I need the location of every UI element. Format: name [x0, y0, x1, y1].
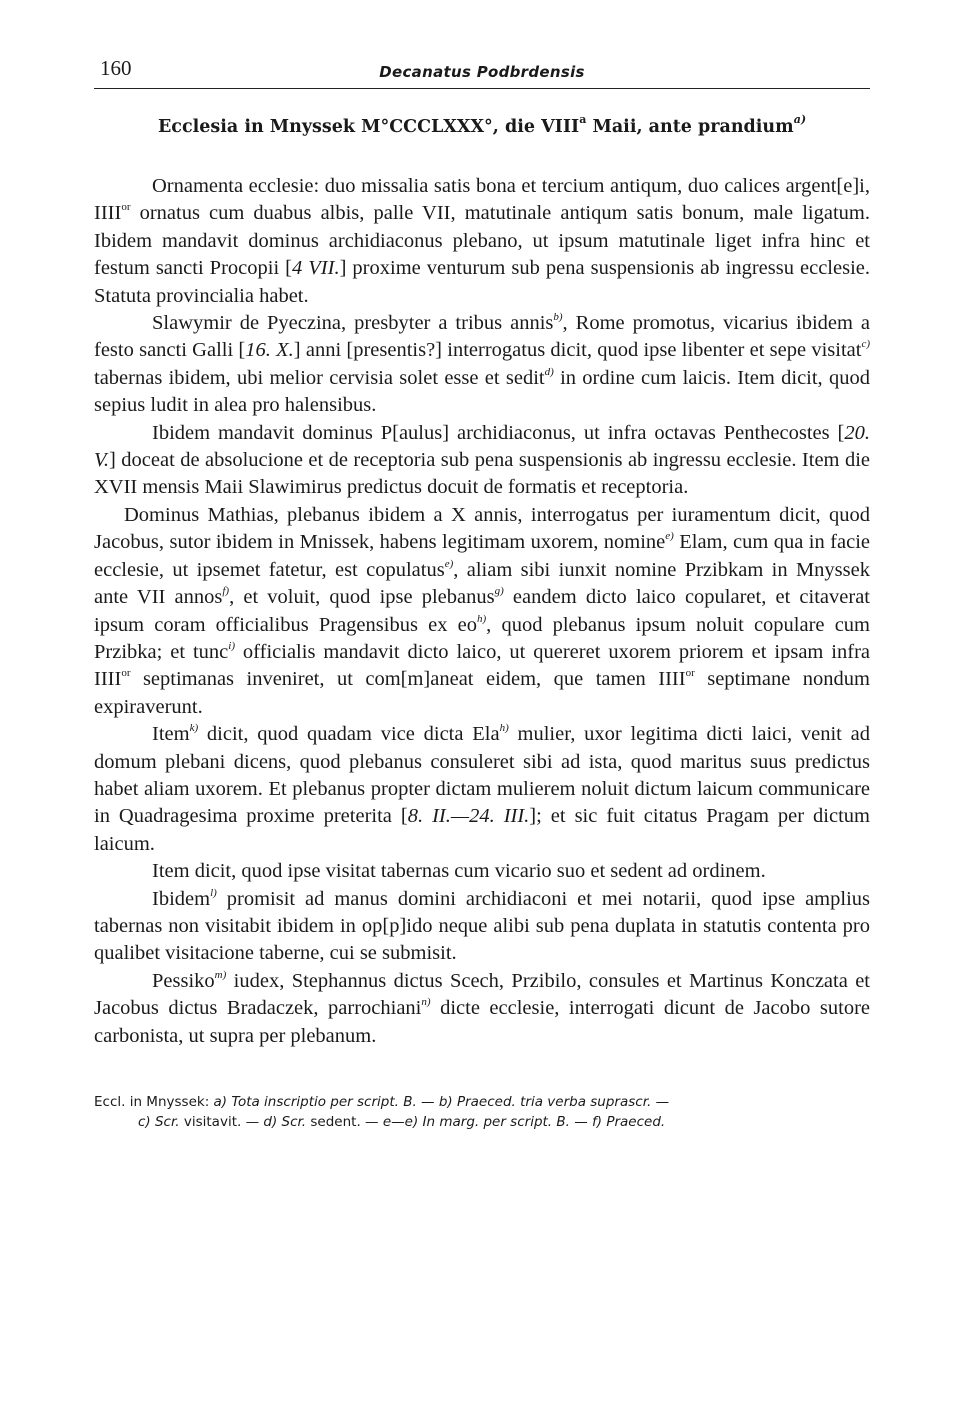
running-title: Decanatus Podbrdensis [379, 63, 585, 81]
paragraph: Item dicit, quod ipse visitat tabernas cum vicario suo et sedent ad ordinem. [152, 860, 766, 883]
paragraph: Ibidem$^{l)}$ promisit ad manus domini archidiaconi et mei notarii, quod ipse amplius tabernas non visitabit ibidem in op[p]ido neque alibi sub pena duplata in statutis contenta pro qualibet visitacione taberne, cui se submisit. [94, 886, 870, 965]
footnote-line: c) Scr. visitavit. — d) Scr. sedent. — e—e) In marg. per script. B. — f) Praeced. [138, 1114, 666, 1130]
page-header [94, 56, 870, 89]
paragraph: Pessiko$^{m)}$ iudex, Stephannus dictus Scech, Przibilo, consules et Martinus Konczata et Jacobus dictus Bradaczek, parrochiani$^{n)}$ dicte ecclesie, interrogati dicunt de Jacobo sutore carbonista, ut supra per plebanum. [94, 968, 870, 1047]
paragraph: Slawymir de Pyeczina, presbyter a tribus annis$^{b)}$, Rome promotus, vicarius ibidem a festo sancti Galli [16. X.] anni [presentis?] interrogatus dicit, quod ipse libenter et sepe visitat$^{c)}$ tabernas ibidem, ubi melior cervisia solet esse et sedit$^{d)}$ in ordine cum laicis. Item dicit, quod sepius ludit in alea pro halensibus. [94, 311, 871, 417]
section-heading: Ecclesia in Mnyssek M°CCCLXXX°, die VIII$^a$ Maii, ante prandium$^{a)}$ [157, 113, 807, 137]
footnote-line: Eccl. in Mnyssek: a) Tota inscriptio per script. B. — b) Praeced. tria verba suprascr. — [94, 1094, 670, 1110]
body-text [94, 173, 870, 1050]
footnotes [94, 1092, 870, 1132]
paragraph: Dominus Mathias, plebanus ibidem a X annis, interrogatus per iuramentum dicit, quod Jacobus, sutor ibidem in Mnissek, habens legitimam uxorem, nomine$^{e)}$ Elam, cum qua in facie ecclesie, ut ipsemet fatetur, est copulatus$^{e)}$, aliam sibi iunxit nomine Przibkam in Mnyssek ante VII annos$^{f)}$, et voluit, quod ipse plebanus$^{g)}$ eandem dicto laico copularet, et citaverat ipsum coram officialibus Pragensibus ex $eo^{h)}$, quod plebanus ipsum noluit copulare cum Przibka; et tunc$^{i)}$ officialis mandavit dicto laico, ut quereret uxorem priorem et ipsam infra $IIII^{or}$ septimanas inveniret, ut com[m]aneat eidem, que tamen $IIII^{or}$ septimane nondum expiraverunt. [94, 503, 871, 718]
paragraph: Item$^{k)}$ dicit, quod quadam vice dicta Ela$^{h)}$ mulier, uxor legitima dicti laici, venit ad domum plebani dicens, quod plebanus consuleret sibi ad ista, quod maritus suus predictus habet aliam uxorem. Et plebanus propter dictam mulierem noluit dictum laicum communicare in Quadragesima proxime preterita [8. II.—24. III.]; et sic fuit citatus Pragam per dictum laicum. [94, 722, 870, 855]
paragraph: Ornamenta ecclesie: duo missalia satis bona et tercium antiqum, duo calices argent[e]i, $IIII^{or}$ ornatus cum duabus albis, palle VII, matutinale antiqum satis bonum, male ligatum. Ibidem mandavit dominus archidiaconus plebano, ut ipsum matutinale liget infra hinc et festum sancti Procopii [4 VII.] proxime venturum sub pena suspensionis ab ingressu ecclesie. Statuta provincialia habet. [94, 175, 870, 307]
paragraph: Ibidem mandavit dominus P[aulus] archidiaconus, ut infra octavas Penthecostes [20. V.] doceat de absolucione et de receptoria sub pena suspensionis ab ingressu ecclesie. Item die XVII mensis Maii Slawimirus predictus docuit de formatis et receptoria. [94, 421, 870, 499]
document-page [94, 56, 870, 1132]
page-number: 160 [100, 56, 132, 80]
